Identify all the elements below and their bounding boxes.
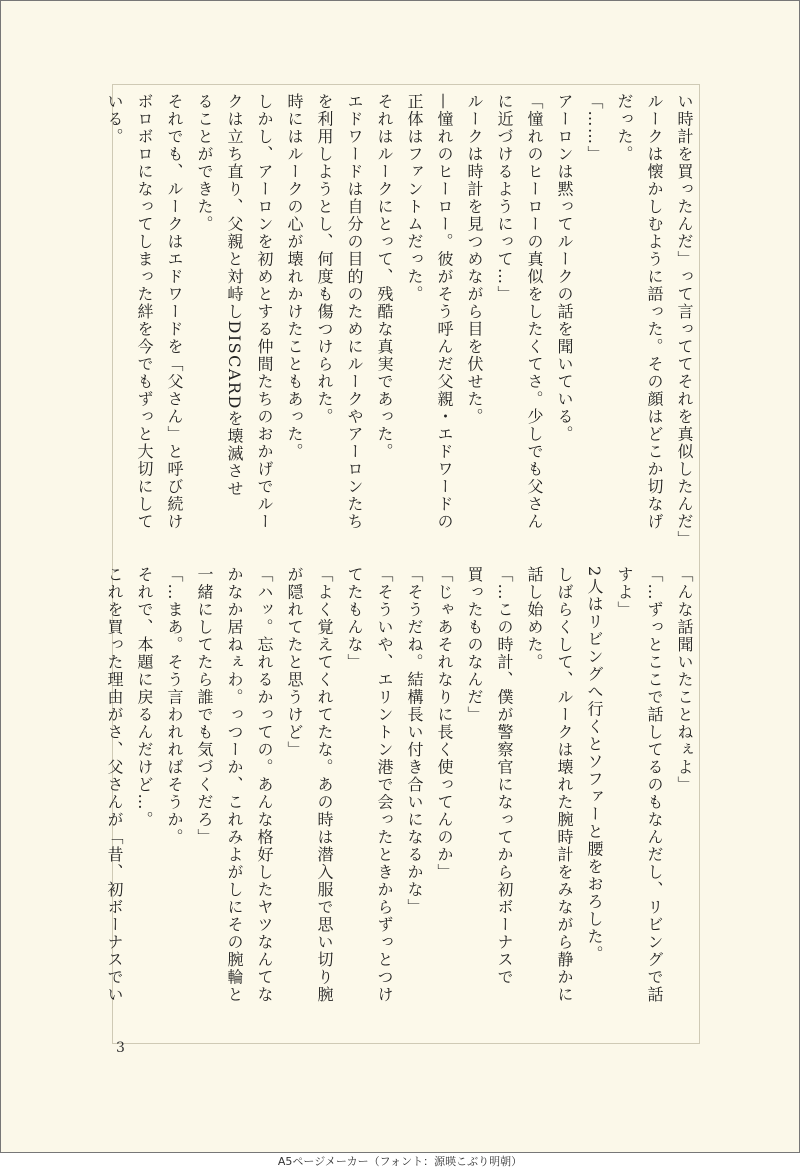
- text-line: い時計を買ったんだ」って言っててそれを真似したんだ」: [675, 93, 694, 548]
- text-line: ボロボロになってしまった絆を今でもずっと大切にして: [135, 93, 154, 531]
- text-line: それでも、ルークはエドワードを「父さん」と呼び続け: [165, 93, 184, 531]
- text-line: 「んな話聞いたことねぇよ」: [675, 566, 694, 794]
- text-line: 2人はリビングへ行くとソファーと腰をおろした。: [585, 566, 604, 963]
- text-line: 話し始めた。: [525, 566, 544, 671]
- text-line: それで、本題に戻るんだけど…。: [135, 566, 154, 829]
- text-line: 「じゃあそれなりに長く使ってんのか」: [435, 566, 454, 881]
- text-line: 買ったものなんだ」: [465, 566, 484, 724]
- text-line: 「憧れのヒーローの真似をしたくてさ。少しでも父さん: [525, 93, 544, 531]
- text-line: かなか居ねぇわ。っつーか、これみよがしにその腕輪と: [225, 566, 244, 1004]
- text-block-lower: [105, 566, 699, 1036]
- text-line: を利用しようとし、何度も傷つけられた。: [315, 93, 334, 426]
- text-line: 「よく覚えてくれてたな。あの時は潜入服で思い切り腕: [315, 566, 334, 1004]
- footer-label: A5ページメーカー（フォント：源暎こぶり明朝）: [277, 1155, 523, 1168]
- text-line: しかし、アーロンを初めとする仲間たちのおかげでルー: [255, 93, 274, 531]
- text-line: 「……」: [585, 93, 604, 163]
- page-number: 3: [116, 1040, 125, 1056]
- text-line: に近づけるようにって…」: [495, 93, 514, 303]
- text-line: が隠れてたと思うけど」: [285, 566, 304, 759]
- text-line: 「ハッ。忘れるかっての。あんな格好したヤツなんてな: [255, 566, 274, 1004]
- text-line: ルークは時計を見つめながら目を伏せた。: [465, 93, 484, 426]
- text-line: 時にはルークの心が壊れかけたこともあった。: [285, 93, 304, 461]
- text-line: いる。: [105, 93, 124, 146]
- text-line: 「…この時計、僕が警察官になってから初ボーナスで: [495, 566, 514, 986]
- text-line: これを買った理由がさ、父さんが「昔、初ボーナスでい: [105, 566, 124, 1004]
- text-line: 正体はファントムだった。: [405, 93, 424, 303]
- text-line: エドワードは自分の目的のためにルークやアーロンたち: [345, 93, 364, 531]
- text-line: しばらくして、ルークは壊れた腕時計をみながら静かに: [555, 566, 574, 1004]
- text-block-upper: [105, 93, 699, 563]
- text-line: クは立ち直り、父親と対峙しDISCARDを壊滅させ: [225, 93, 244, 498]
- text-line: 「そうだね。結構長い付き合いになるかな」: [405, 566, 424, 916]
- text-line: だった。: [615, 93, 634, 163]
- text-line: ルークは懐かしむように語った。その顔はどこか切なげ: [645, 93, 664, 531]
- text-line: アーロンは黙ってルークの話を聞いている。: [555, 93, 574, 443]
- text-line: すよ」: [615, 566, 634, 619]
- text-line: ることができた。: [195, 93, 214, 233]
- text-line: てたもんな」: [345, 566, 364, 671]
- text-line: 「…まあ。そう言われればそうか。: [165, 566, 184, 846]
- text-line: 「…ずっとここで話してるのもなんだし、リビングで話: [645, 566, 664, 1004]
- text-line: 「そういや、エリントン港で会ったときからずっとつけ: [375, 566, 394, 1004]
- text-line: それはルークにとって、残酷な真実であった。: [375, 93, 394, 461]
- text-line: —憧れのヒーロー。彼がそう呼んだ父親・エドワードの: [435, 93, 454, 531]
- text-line: 一緒にしてたら誰でも気づくだろ」: [195, 566, 214, 846]
